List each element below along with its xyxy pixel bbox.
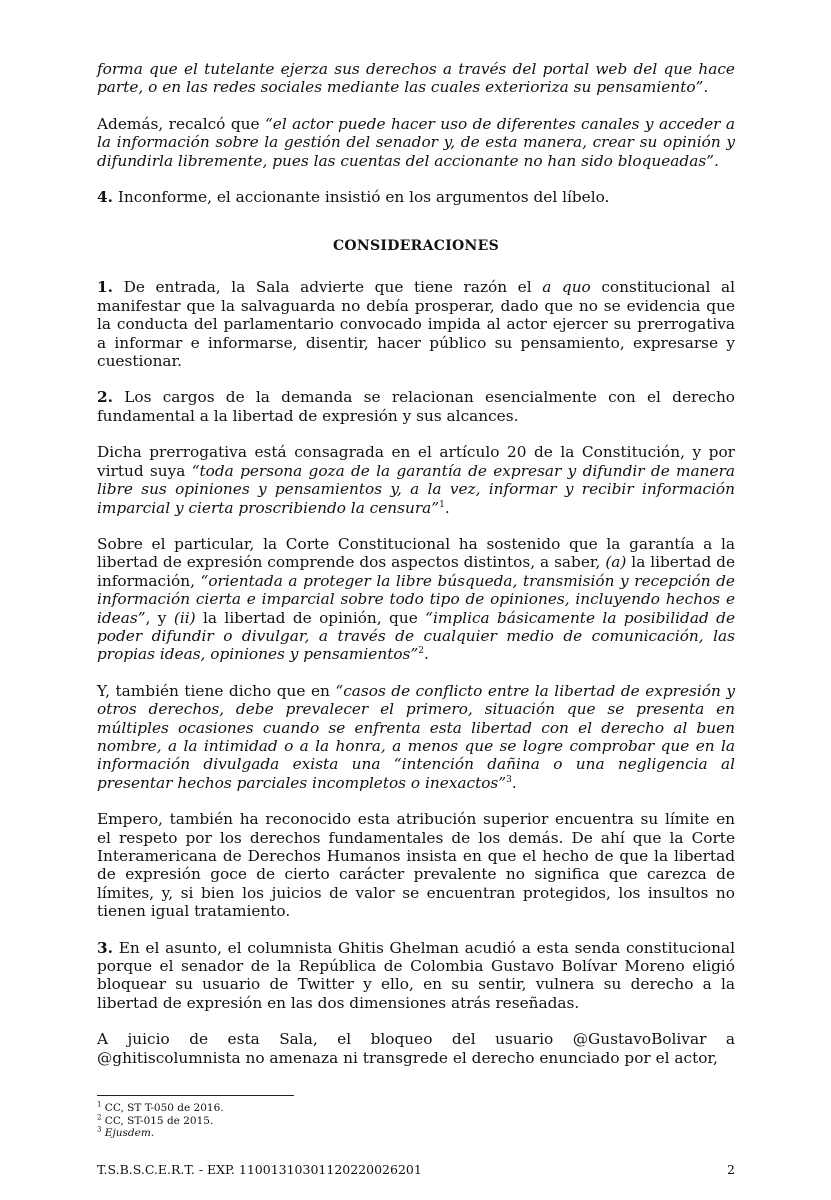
paragraph-empero: Empero, también ha reconocido esta atribución superior encuentra su límite en el respeto por los derechos fundamentales de los demás. De ahí que la Corte Interamericana de Derechos Humanos insista en que el hecho de que la libertad de expresión goce de cierto carácter prevalente no significa que carezca de límites, y, si bien los juicios de valor se encuentran protegidos, los insultos no tienen igual tratamiento. (97, 810, 735, 921)
paragraph-4: 4. Inconforme, el accionante insistió en los argumentos del líbelo. (97, 188, 610, 207)
page-footer (97, 1162, 735, 1177)
footnote-2: $^2$ CC, ST-015 de 2015. (97, 1113, 214, 1127)
case-number: T.S.B.S.C.E.R.T. - EXP. 11001310301120220026201 (97, 1162, 422, 1177)
document-body (97, 60, 735, 1085)
paragraph-consideracion-1: 1. De entrada, la Sala advierte que tiene razón el a quo constitucional al manifestar que la salvaguarda no debía prosperar, dado que no se evidencia que la conducta del parlamentario convocado impida al actor ejercer su prerrogativa a informar e informarse, disentir, hacer público su pensamiento, expresarse y cuestionar. (97, 278, 735, 371)
footnote-ref-3: 3 (506, 774, 512, 785)
paragraph-ademas: Además, recalcó que “el actor puede hacer uso de diferentes canales y acceder a la información sobre la gestión del senador y, de esta manera, crear su opinión y difundirla libremente, pues las cuentas del accionante no han sido bloqueadas”. (97, 114, 736, 170)
paragraph-juicio: A juicio de esta Sala, el bloqueo del usuario @GustavoBolivar a @ghitiscolumnista no amenaza ni transgrede el derecho enunciado por el actor, (97, 1030, 735, 1067)
page-number: 2 (727, 1162, 735, 1177)
footnote-ref-1: 1 (439, 499, 445, 510)
section-heading: CONSIDERACIONES (332, 238, 500, 255)
paragraph-quote-continuation: forma que el tutelante ejerza sus derechos a través del portal web del que hace parte, o en las redes sociales mediante las cuales exterioriza su pensamiento”. (97, 60, 735, 97)
footnotes (97, 1095, 735, 1140)
footnote-3: $^3$ Ejusdem. (97, 1125, 155, 1139)
footnote-divider (97, 1095, 294, 1096)
footnote-1: $^1$ CC, ST T-050 de 2016. (97, 1100, 224, 1114)
footnote-ref-2: 2 (418, 646, 424, 657)
paragraph-conflicto: Y, también tiene dicho que en “casos de conflicto entre la libertad de expresión y otros derechos, debe prevalecer el primero, situación que se presenta en múltiples ocasiones cuando se enfrenta esta libertad con el derecho al buen nombre, a la intimidad o a la honra, a menos que se logre comprobar que en la información divulgada exista una “intención dañina o una negligencia al presentar hechos parciales incompletos o inexactos”$^3$. (97, 681, 735, 792)
paragraph-consideracion-2: 2. Los cargos de la demanda se relacionan esencialmente con el derecho fundamental a la libertad de expresión y sus alcances. (97, 388, 735, 425)
paragraph-consideracion-3: 3. En el asunto, el columnista Ghitis Ghelman acudió a esta senda constitucional porque el senador de la República de Colombia Gustavo Bolívar Moreno eligió bloquear su usuario de Twitter y ello, en su sentir, vulnera su derecho a la libertad de expresión en las dos dimensiones atrás reseñadas. (97, 938, 735, 1012)
paragraph-corte-constitucional: Sobre el particular, la Corte Constitucional ha sostenido que la garantía a la libertad de expresión comprende dos aspectos distintos, a saber, (a) la libertad de información, “orientada a proteger la libre búsqueda, transmisión y recepción de información cierta e imparcial sobre todo tipo de opiniones, incluyendo hechos e ideas”, y (ii) la libertad de opinión, que “implica básicamente la posibilidad de poder difundir o divulgar, a través de cualquier medio de comunicación, las propias ideas, opiniones y pensamientos”$^2$. (97, 534, 736, 664)
paragraph-prerrogativa: Dicha prerrogativa está consagrada en el artículo 20 de la Constitución, y por virtud suya “toda persona goza de la garantía de expresar y difundir de manera libre sus opiniones y pensamientos y, a la vez, informar y recibir información imparcial y cierta proscribiendo la censura”$^1$. (97, 443, 735, 517)
